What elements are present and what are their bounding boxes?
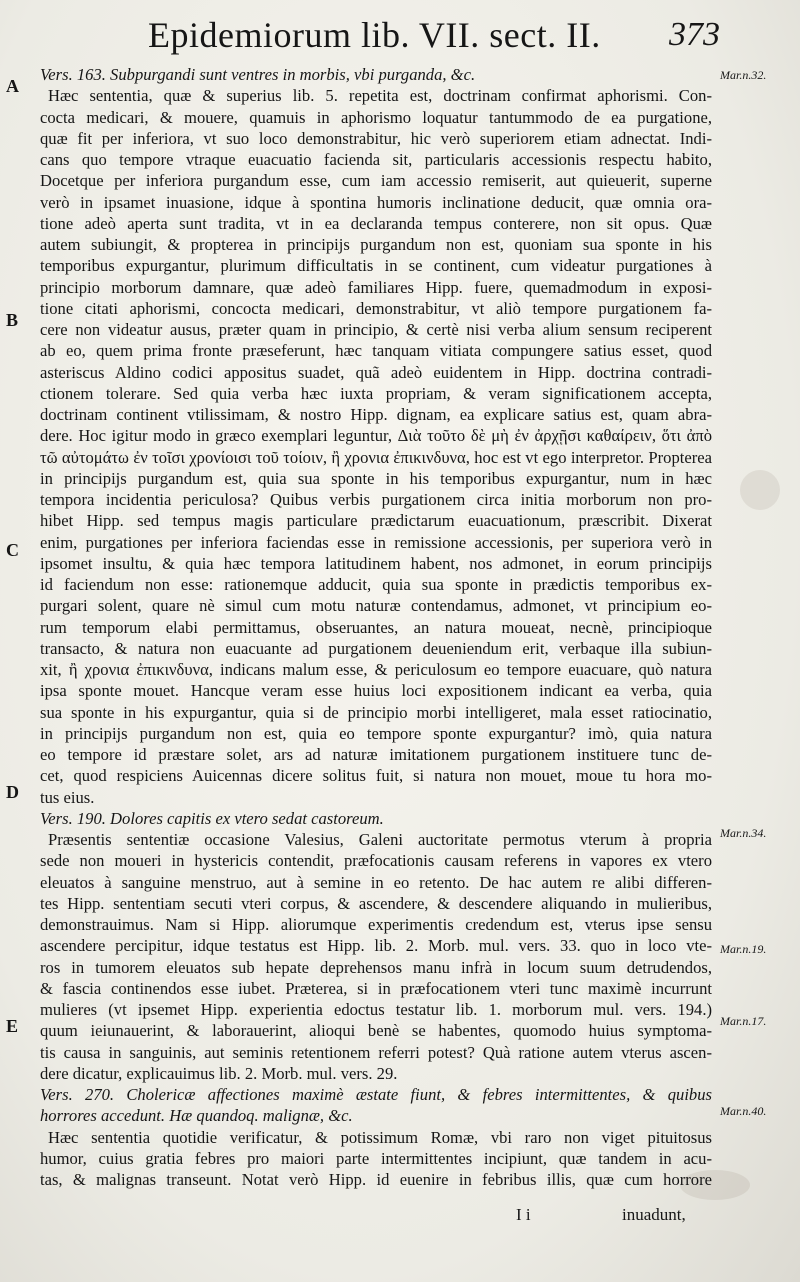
text-line: xit, ἢ χρονια ἐπικινδυνα, indicans malum esse, & periculosum eo tempore euacuare, quò natura bbox=[40, 660, 712, 679]
verse-heading: horrores accedunt. Hæ quandoq. malignæ, &c. bbox=[40, 1106, 353, 1126]
text-line: quum ieiunauerint, & laborauerint, alioqui benè se habentes, quomodo huius symptoma- bbox=[40, 1021, 712, 1041]
text-line: ipsa sponte mouet. Hancque veram esse huius loci expositionem indicant ea verba, quia bbox=[40, 681, 712, 701]
text-line: temporibus expurgantur, plurimum difficultatis in se continent, cum videatur purgationes à bbox=[40, 256, 712, 276]
margin-letter-e: E bbox=[6, 1016, 19, 1036]
text-line: tas, & malignas transeunt. Notat verò Hipp. id euenire in febribus illis, quæ cum horrore bbox=[40, 1170, 712, 1189]
text-line: & fascia continendos esse iubet. Præterea, si in præfocationem vteri tunc maximè incurrunt bbox=[40, 978, 712, 998]
text-line: enim, purgationes per inferiora faciendas esse in remissione accessionis, per superiora verò in bbox=[40, 532, 712, 552]
text-line: tione citati aphorismi, concocta medicari, demonstrabitur, vt aliò tempore purgationem fa- bbox=[40, 298, 712, 318]
margin-note: Mar.n.19. bbox=[720, 942, 767, 956]
text-line: τῶ αὐτομάτω ἐν τοῖσι χρονίοισι τοῦ τοίοιν, ἢ χρονια ἐπικινδυνα, hoc est vt ego interpretor. Propterea bbox=[40, 447, 712, 467]
margin-note: Mar.n.34. bbox=[720, 826, 767, 840]
text-line: asteriscus Aldino codici appositus suadet, quã adeò euidentem in Hipp. doctrina contradi- bbox=[40, 362, 712, 382]
text-line: sua sponte in his expurgantur, quia si de principio morbi intelligeret, mala esset ratiocinatio, bbox=[40, 702, 712, 722]
text-line: ctionem tolerare. Sed quia verba hæc iuxta propriam, & veram significationem accepta, bbox=[40, 383, 712, 403]
text-line: tione adeò aperta sunt tradita, vt in ea declaranda tempus conterere, non sit opus. Quæ bbox=[40, 213, 712, 233]
text-line: Docetque per inferiora purgandum esse, cum iam accessio remiserit, aut quieuerit, superne bbox=[40, 171, 712, 191]
margin-note: Mar.n.17. bbox=[720, 1014, 767, 1028]
running-head: Epidemiorum lib. VII. sect. II. bbox=[148, 15, 601, 55]
margin-letter-a: A bbox=[6, 76, 19, 96]
text-line: cet, quod respiciens Auicennas dicere solitus fuit, si natura non mouet, moue tu hora mo- bbox=[40, 766, 712, 786]
margin-letter-b: B bbox=[6, 310, 19, 330]
text-line: hibet Hipp. sed tempus magis particulare prædictarum euacuationum, præscribit. Dixerat bbox=[40, 511, 712, 531]
text-line: purgari solent, quare nè simul cum motu naturæ contendamus, admonet, vt principium eo- bbox=[40, 596, 712, 616]
text-line: dere dicatur, explicauimus lib. 2. Morb. mul. vers. 29. bbox=[40, 1063, 398, 1083]
margin-note: Mar.n.32. bbox=[720, 68, 767, 82]
text-line: ipsomet insultu, & quia hæc tempora latitudinem habent, nos admonet, in eorum principijs bbox=[40, 553, 712, 573]
text-line: rum temporum elabi permittamus, obseruantes, an natura moueat, necnè, principioque bbox=[40, 617, 712, 637]
page-header bbox=[140, 10, 720, 58]
text-line: principio morborum damnare, quæ adeò familiares Hipp. fuere, quemadmodum in exposi- bbox=[40, 277, 712, 297]
text-line: ascendere percipitur, idque testatus est Hipp. lib. 2. Morb. mul. vers. 33. quo in loco vte- bbox=[40, 936, 712, 956]
text-line: doctrinam continent vtilissimam, & nostro Hipp. dignam, ea explicare satius est, quam abra- bbox=[40, 405, 712, 424]
page-number: 373 bbox=[669, 16, 720, 53]
text-line: eo tempore id præstare solet, ars ad naturæ imitationem purgationem instituere tunc de- bbox=[40, 745, 712, 764]
margin-note: Mar.n.40. bbox=[720, 1104, 767, 1118]
text-body bbox=[40, 64, 712, 1190]
signature-mark: I i bbox=[516, 1205, 531, 1224]
text-line: quæ fit per inferiora, vt suo loco demonstrabitur, hic verò superiorem etiam adnectat. Indi- bbox=[40, 128, 712, 148]
verse-heading: Vers. 190. Dolores capitis ex vtero sedat castoreum. bbox=[40, 808, 384, 828]
text-line: sede non moueri in hystericis contendit, præfocationis causam referens in vapores ex vtero bbox=[40, 851, 712, 871]
text-line: tus eius. bbox=[40, 787, 95, 807]
text-line: humor, cuius gratia febres pro maiori parte intermittentes incipiunt, quæ tandem in acu- bbox=[40, 1148, 712, 1168]
text-line: in principijs purgandum est, quia sua sponte in his temporibus expurgantur, num in hæc bbox=[40, 468, 712, 488]
text-line: ros in tumorem eleuatos sub hepate deprehensos manu infrà in locum suum detrudendos, bbox=[40, 957, 712, 977]
ink-stain bbox=[740, 470, 780, 510]
text-line: Hæc sententia quotidie verificatur, & potissimum Romæ, vbi raro non viget pituitosus bbox=[48, 1127, 712, 1147]
catchword: inuadunt, bbox=[622, 1205, 686, 1224]
text-line: verò in ipsamet inuasione, idque à spontina humoris inclinatione deducit, quæ omnia ora- bbox=[40, 192, 712, 212]
margin-letter-d: D bbox=[6, 782, 19, 802]
text-line: Hæc sententia, quæ & superius lib. 5. repetita est, doctrinam confirmat aphorismi. Con- bbox=[48, 86, 712, 106]
text-line: tempora incidentia periculosa? Quibus verbis purgationem circa initia morborum non pro- bbox=[40, 490, 712, 509]
text-line: demonstrauimus. Nam si Hipp. aliorumque experimentis credendum est, vterus ipse sensu bbox=[40, 915, 712, 934]
text-line: in principijs purgandum non est, quia eo tempore sponte expurgantur? imò, quia natura bbox=[40, 723, 712, 743]
text-line: cocta medicari, & mouere, quamuis in aphorismo loquatur tantummodo de ea purgatione, bbox=[40, 107, 712, 127]
text-line: dere. Hoc igitur modo in græco exemplari leguntur, Διὰ τοῦτο δὲ μὴ ἐν ἀρχῇσι καθαίρειν, ὅτι ἀπὸ bbox=[40, 426, 712, 446]
text-line: tis causa in sanguinis, aut seminis retentionem referri potest? Quà ratione autem vterus ascen- bbox=[40, 1042, 712, 1062]
text-line: cere non videatur ausus, præter quam in principio, & certè nisi verba alium sensum reciperent bbox=[40, 320, 712, 339]
verse-heading: Vers. 163. Subpurgandi sunt ventres in morbis, vbi purganda, &c. bbox=[40, 65, 476, 84]
margin-letter-c: C bbox=[6, 540, 19, 560]
text-line: cans quo tempore vtraque euacuatio facienda sit, particularis accessionis respectu habito, bbox=[40, 150, 712, 169]
text-line: mulieres (vt ipsemet Hipp. experientia edoctus testatur lib. 1. morborum mul. vers. 194.) bbox=[40, 1000, 712, 1019]
text-line: ab eo, quem prima fronte præseferunt, hæc tanquam vitiata compungere satius esset, quod bbox=[40, 341, 712, 361]
text-line: autem subiungit, & propterea in principijs purgandum non est, quoniam sua sponte in his bbox=[40, 235, 712, 254]
text-line: eleuatos à sanguine menstruo, aut à semine in eo retento. De hac autem re alibi differen- bbox=[40, 872, 712, 892]
text-line: Præsentis sententiæ occasione Valesius, Galeni auctoritate permotus vterum à propria bbox=[48, 830, 712, 849]
text-line: transacto, & natura non euacuante ad purgationem deueniendum erit, verbaque illa subiun- bbox=[40, 638, 712, 658]
text-line: id faciendum non esse: rationemque adducit, quia sua sponte in prædictis temporibus ex- bbox=[40, 575, 712, 594]
verse-heading: Vers. 270. Cholericæ affectiones maximè æstate fiunt, & febres intermittentes, & quibus bbox=[40, 1085, 712, 1104]
text-line: tes Hipp. sententiam secuti vteri corpus, & ascendere, & descendere aliquando in mulieribus, bbox=[40, 893, 712, 913]
